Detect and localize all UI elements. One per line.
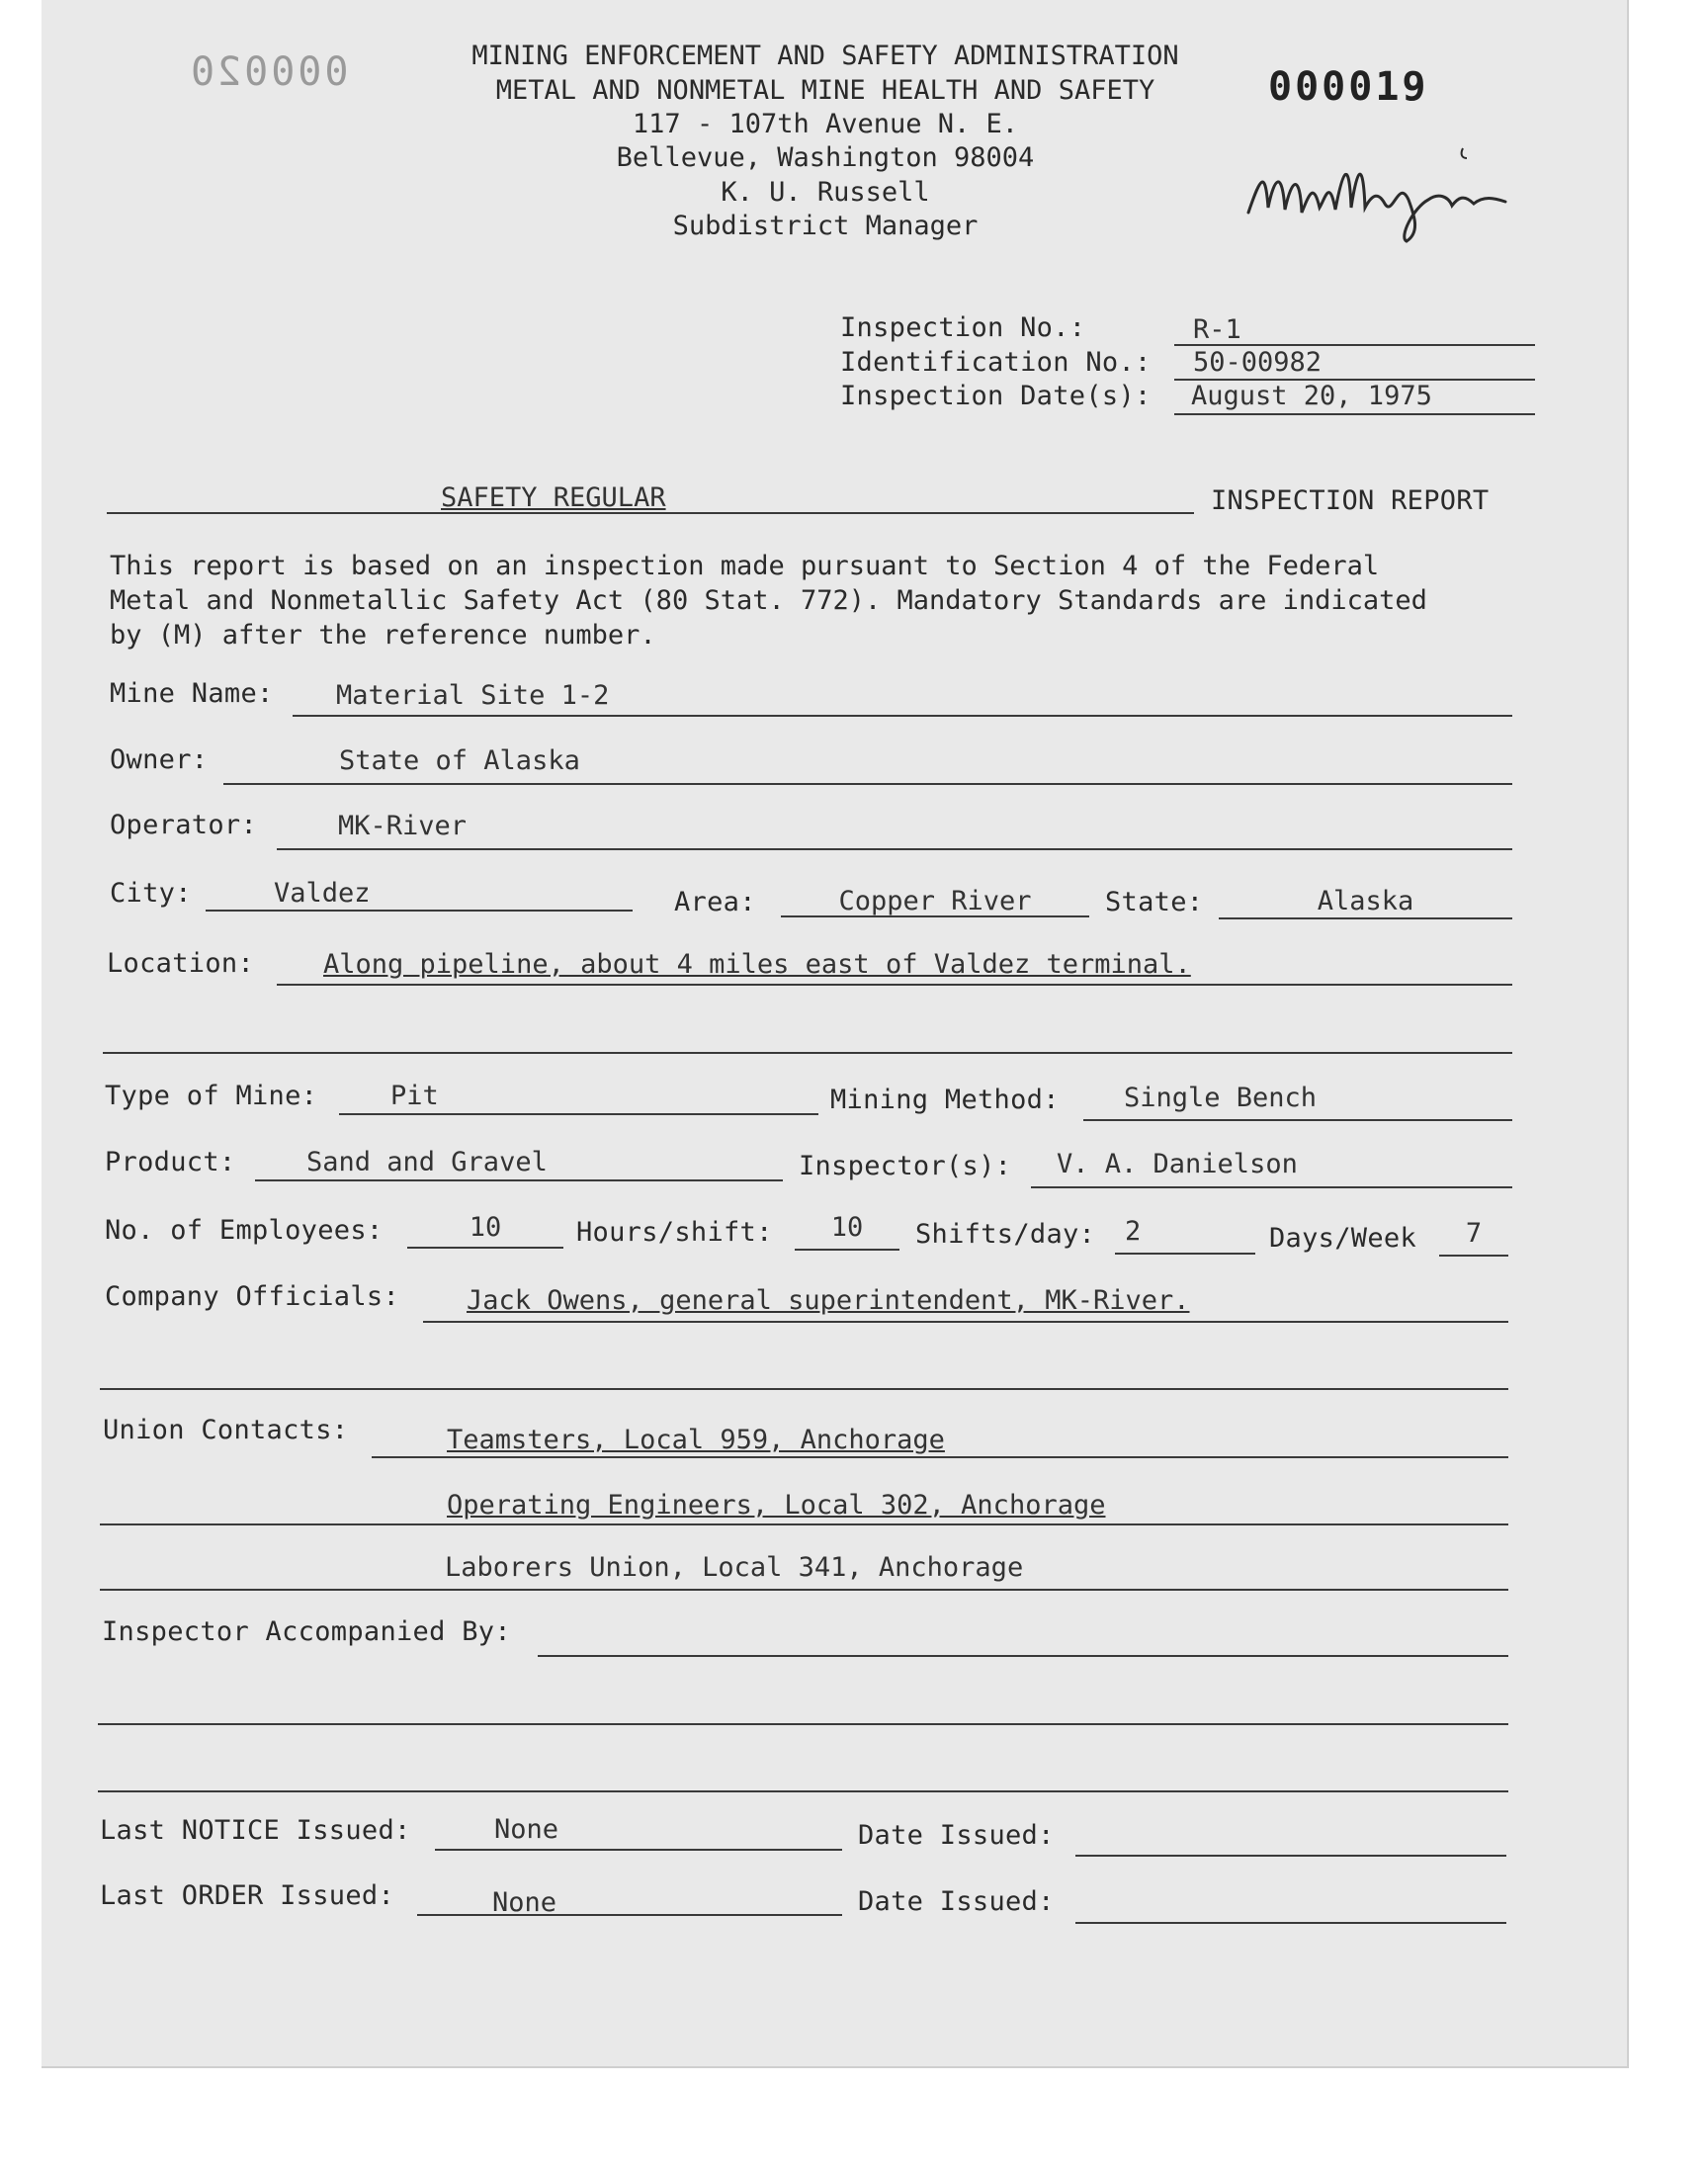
notice-date-label: Date Issued: (858, 1820, 1055, 1851)
inspection-date-label: Inspection Date(s): (840, 381, 1152, 411)
operator-line (277, 848, 1512, 850)
inspection-no-line (1174, 344, 1535, 346)
inspector-line (1031, 1186, 1512, 1188)
company-officials-value: Jack Owens, general superintendent, MK-River. (467, 1285, 1190, 1316)
shifts-label: Shifts/day: (915, 1219, 1096, 1250)
intro-paragraph: This report is based on an inspection made pursuant to Section 4 of the Federal Metal and Nonmetallic Safety Act (80 Stat. 772). Mandatory Standards are indicated by (M) after the reference number. (110, 551, 1427, 651)
inspection-date-line (1174, 413, 1535, 415)
mine-type-line (339, 1113, 818, 1115)
company-officials-label: Company Officials: (105, 1281, 399, 1312)
employees-label: No. of Employees: (105, 1215, 384, 1246)
division-name: METAL AND NONMETAL MINE HEALTH AND SAFETY (495, 75, 1155, 106)
city-label: City: (110, 878, 192, 909)
inspector-label: Inspector(s): (799, 1151, 1012, 1181)
location-line-2 (103, 1052, 1512, 1054)
company-officials-line-2 (100, 1388, 1508, 1390)
operator-value: MK-River (338, 811, 468, 841)
hours-label: Hours/shift: (576, 1217, 773, 1248)
union-contact-line-3 (100, 1589, 1508, 1591)
operator-label: Operator: (110, 810, 257, 840)
mine-name-value: Material Site 1-2 (336, 680, 610, 711)
handwritten-signature (1240, 138, 1537, 247)
mine-type-label: Type of Mine: (105, 1081, 318, 1111)
inspection-date-value: August 20, 1975 (1191, 381, 1432, 411)
accompanied-by-line (538, 1655, 1508, 1657)
last-notice-line (435, 1849, 842, 1851)
city-line (206, 910, 633, 912)
document-number: 000019 (1268, 64, 1429, 110)
days-label: Days/Week (1269, 1223, 1416, 1254)
manager-title: Subdistrict Manager (672, 211, 979, 241)
area-value: Copper River (838, 886, 1032, 916)
shifts-value: 2 (1125, 1216, 1142, 1247)
union-contact-2: Operating Engineers, Local 302, Anchorage (447, 1490, 1106, 1521)
mine-name-label: Mine Name: (110, 678, 274, 709)
accompanied-by-label: Inspector Accompanied By: (102, 1616, 511, 1647)
last-notice-value: None (494, 1814, 559, 1845)
mine-name-line (293, 715, 1512, 717)
last-order-label: Last ORDER Issued: (100, 1880, 394, 1911)
notice-date-line (1075, 1855, 1506, 1857)
last-notice-label: Last NOTICE Issued: (100, 1815, 411, 1846)
last-order-value: None (492, 1887, 557, 1918)
mining-method-label: Mining Method: (830, 1085, 1060, 1115)
identification-no-value: 50-00982 (1193, 347, 1323, 378)
union-contact-1: Teamsters, Local 959, Anchorage (447, 1425, 945, 1455)
address-street: 117 - 107th Avenue N. E. (632, 109, 1019, 139)
address-city: Bellevue, Washington 98004 (616, 142, 1035, 173)
city-value: Valdez (274, 878, 371, 909)
owner-value: State of Alaska (339, 745, 580, 776)
employees-value: 10 (469, 1212, 502, 1243)
product-label: Product: (105, 1147, 236, 1177)
union-contact-line-1 (372, 1456, 1508, 1458)
employees-line (407, 1247, 563, 1249)
inspection-no-label: Inspection No.: (840, 312, 1086, 343)
location-label: Location: (107, 948, 254, 979)
last-order-line (417, 1914, 842, 1916)
order-date-line (1075, 1922, 1506, 1924)
area-label: Area: (674, 887, 756, 917)
manager-name: K. U. Russell (721, 177, 930, 208)
state-label: State: (1105, 887, 1204, 917)
shifts-line (1115, 1253, 1255, 1255)
state-line (1219, 917, 1512, 919)
days-line (1439, 1255, 1508, 1257)
accompanied-by-line-2 (98, 1723, 1508, 1725)
report-type-label: INSPECTION REPORT (1211, 485, 1490, 516)
mining-method-value: Single Bench (1124, 1083, 1318, 1113)
owner-label: Owner: (110, 744, 209, 775)
days-value: 7 (1465, 1218, 1483, 1249)
report-type-value: SAFETY REGULAR (441, 482, 666, 513)
location-line (277, 984, 1512, 986)
identification-no-label: Identification No.: (840, 347, 1152, 378)
mine-type-value: Pit (390, 1081, 439, 1111)
accompanied-by-line-3 (98, 1790, 1508, 1792)
union-contact-line-2 (100, 1523, 1508, 1525)
mining-method-line (1083, 1119, 1512, 1121)
company-officials-line (423, 1321, 1508, 1323)
inspector-value: V. A. Danielson (1057, 1149, 1298, 1179)
hours-value: 10 (830, 1212, 864, 1243)
hours-line (795, 1249, 899, 1251)
location-value: Along pipeline, about 4 miles east of Valdez terminal. (323, 949, 1191, 980)
report-type-line (107, 512, 1194, 514)
inspection-no-value: R-1 (1193, 314, 1241, 345)
owner-line (223, 783, 1512, 785)
document-page (42, 0, 1629, 2068)
bleed-through-number: 000020 (188, 49, 349, 95)
product-value: Sand and Gravel (306, 1147, 548, 1177)
union-contacts-label: Union Contacts: (103, 1415, 349, 1445)
agency-name: MINING ENFORCEMENT AND SAFETY ADMINISTRATION (471, 41, 1179, 71)
state-value: Alaska (1317, 886, 1414, 916)
order-date-label: Date Issued: (858, 1886, 1055, 1917)
area-line (781, 915, 1089, 917)
union-contact-3: Laborers Union, Local 341, Anchorage (445, 1552, 1024, 1583)
product-line (255, 1179, 783, 1181)
